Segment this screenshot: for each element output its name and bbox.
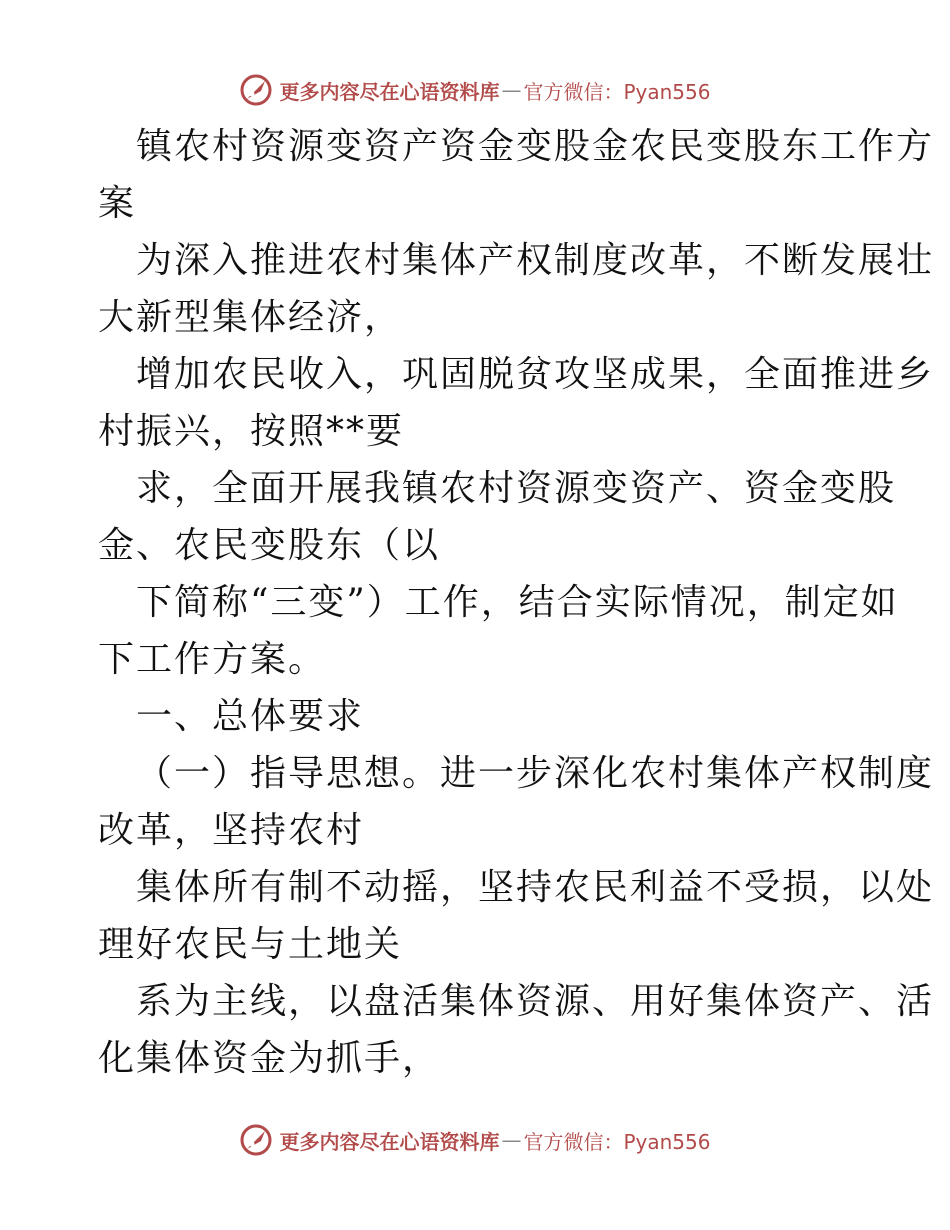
paragraph-line: 大新型集体经济， [98,297,403,338]
paragraph-line: 村振兴，按照**要 [98,411,405,452]
paragraph-line: 金、农民变股东（以 [98,525,441,566]
document-body [98,118,935,1087]
paragraph-line: 改革，坚持农村 [98,810,365,851]
watermark-header [0,70,950,110]
title-line-2: 案 [98,183,137,224]
watermark-contact-text: 官方微信：Pyan556 [523,1129,711,1154]
quill-logo-icon [239,1123,273,1157]
paragraph-line: 为深入推进农村集体产权制度改革，不断发展壮 [136,240,935,281]
title-line-1: 镇农村资源变资产资金变股金农民变股东工作方 [136,126,935,167]
section-heading: 一、总体要求 [136,696,365,737]
paragraph-line: 下工作方案。 [98,639,327,680]
paragraph-line: 化集体资金为抓手， [98,1038,441,1079]
watermark-contact-text: 官方微信：Pyan556 [523,79,711,104]
watermark-separator: — [501,1128,522,1152]
paragraph-line: （一）指导思想。进一步深化农村集体产权制度 [136,753,935,794]
paragraph-line: 增加农民收入，巩固脱贫攻坚成果，全面推进乡 [136,354,935,395]
paragraph-line: 下简称“三变”）工作，结合实际情况，制定如 [136,582,899,623]
watermark-footer [0,1120,950,1160]
watermark-site-text: 更多内容尽在心语资料库 [279,1129,500,1154]
paragraph-line: 集体所有制不动摇，坚持农民利益不受损，以处 [136,867,935,908]
paragraph-line: 求，全面开展我镇农村资源变资产、资金变股 [136,468,897,509]
watermark-site-text: 更多内容尽在心语资料库 [279,79,500,104]
paragraph-line: 系为主线，以盘活集体资源、用好集体资产、活 [136,981,935,1022]
paragraph-line: 理好农民与土地关 [98,924,403,965]
quill-logo-icon [239,73,273,107]
watermark-separator: — [501,78,522,102]
